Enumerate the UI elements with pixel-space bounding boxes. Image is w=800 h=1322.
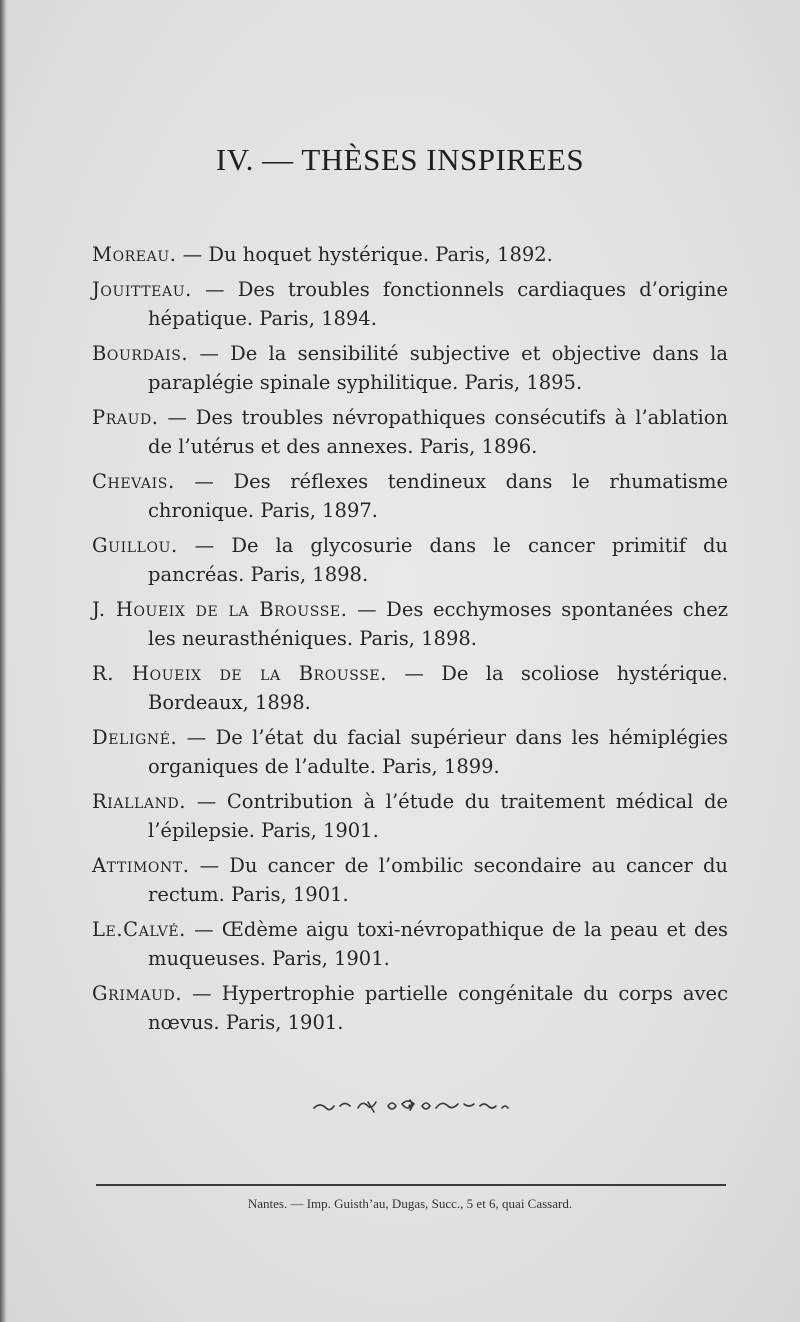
- entry-text: — De la scoliose hystérique. Bordeaux, 1898.: [148, 662, 728, 714]
- entry-text: — Contribution à l’étude du traitement médical de l’épilepsie. Paris, 1901.: [148, 790, 728, 842]
- thesis-entry: [92, 723, 728, 781]
- thesis-entry: [92, 659, 728, 717]
- entry-text: — Des troubles fonctionnels cardiaques d’origine hépatique. Paris, 1894.: [148, 278, 728, 330]
- entry-author: Jouitteau.: [92, 278, 192, 301]
- entry-author: Grimaud.: [92, 982, 183, 1005]
- entry-text: — Des ecchymoses spontanées chez les neurasthéniques. Paris, 1898.: [148, 598, 729, 650]
- entry-text: — Des réflexes tendineux dans le rhumatisme chronique. Paris, 1897.: [148, 470, 728, 522]
- entry-author: J. Houeix de la Brousse.: [92, 598, 348, 621]
- entry-text: — Du cancer de l’ombilic secondaire au cancer du rectum. Paris, 1901.: [148, 854, 728, 906]
- thesis-entry: [92, 531, 728, 589]
- entry-text: — De la sensibilité subjective et objective dans la paraplégie spinale syphilitique. Paris, 1895.: [148, 342, 728, 394]
- page-binding-shadow: [0, 0, 7, 1322]
- entry-author: Deligné.: [92, 726, 178, 749]
- thesis-list: [92, 240, 728, 1043]
- thesis-entry: [92, 787, 728, 845]
- footer-rule: [96, 1184, 726, 1186]
- thesis-entry: [92, 467, 728, 525]
- entry-author: Praud.: [92, 406, 159, 429]
- thesis-entry: [92, 595, 728, 653]
- entry-author: Rialland.: [92, 790, 187, 813]
- thesis-entry: [92, 240, 728, 269]
- decorative-flourish-icon: [310, 1090, 510, 1120]
- printer-imprint: Nantes. — Imp. Guisth’au, Dugas, Succ., 5 et 6, quai Cassard.: [247, 1196, 573, 1211]
- entry-author: Chevais.: [92, 470, 175, 493]
- entry-text: — De la glycosurie dans le cancer primitif du pancréas. Paris, 1898.: [148, 534, 728, 586]
- thesis-entry: [92, 915, 728, 973]
- section-title: IV. — THÈSES INSPIREES: [215, 142, 585, 177]
- thesis-entry: [92, 851, 728, 909]
- thesis-entry: [92, 979, 728, 1037]
- entry-author: Bourdais.: [92, 342, 189, 365]
- entry-text: — De l’état du facial supérieur dans les hémiplégies organiques de l’adulte. Paris, 1899.: [148, 726, 728, 778]
- entry-author: Attimont.: [92, 854, 190, 877]
- entry-author: Guillou.: [92, 534, 178, 557]
- entry-text: — Du hoquet hystérique. Paris, 1892.: [176, 243, 553, 266]
- thesis-entry: [92, 339, 728, 397]
- entry-text: — Hypertrophie partielle congénitale du corps avec nœvus. Paris, 1901.: [148, 982, 728, 1034]
- thesis-entry: [92, 403, 728, 461]
- entry-text: — Des troubles névropathiques consécutifs à l’ablation de l’utérus et des annexes. Paris, 1896.: [148, 406, 728, 458]
- entry-text: — Œdème aigu toxi-névropathique de la peau et des muqueuses. Paris, 1901.: [148, 918, 728, 970]
- thesis-entry: [92, 275, 728, 333]
- entry-author: Le.Calvé.: [92, 918, 186, 941]
- entry-author: R. Houeix de la Brousse.: [92, 662, 388, 685]
- entry-author: Moreau.: [92, 243, 177, 266]
